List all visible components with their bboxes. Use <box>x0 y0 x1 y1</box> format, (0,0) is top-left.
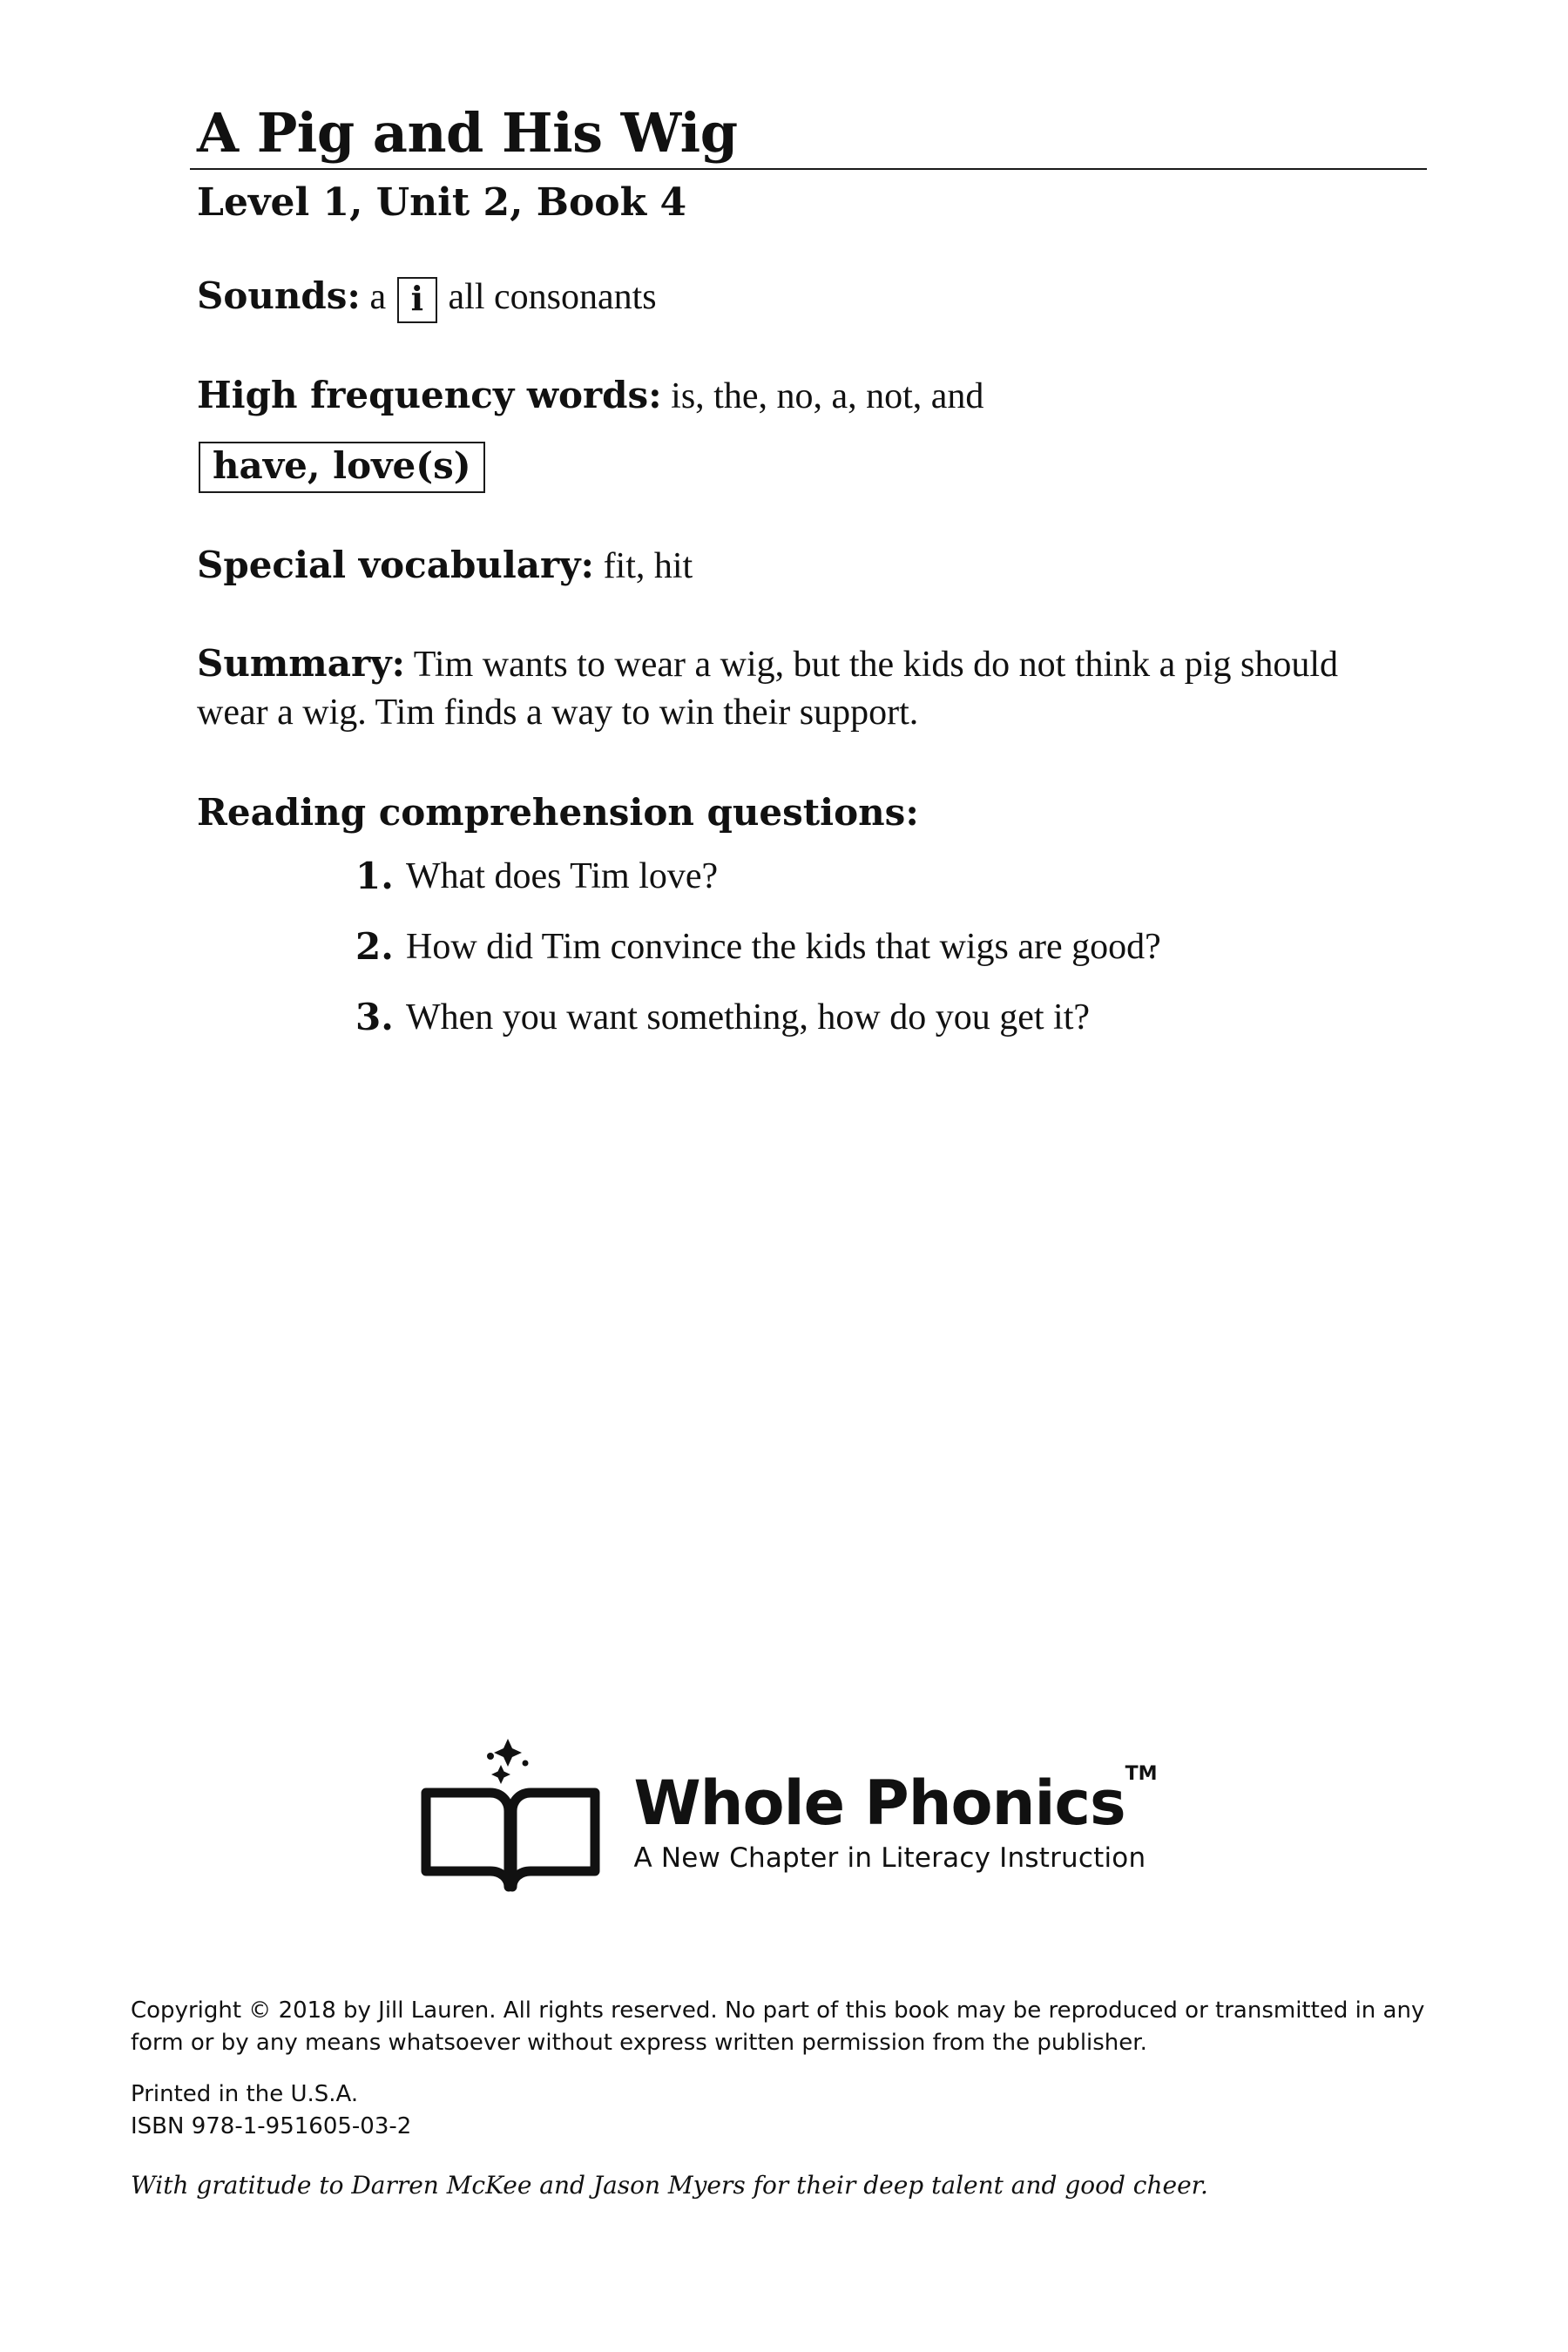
copyright-text: Copyright © 2018 by Jill Lauren. All rights reserved. No part of this book may be reproduced or transmitted in any form or by any means whatsoever without express written permission from the publisher. <box>131 1997 1425 2056</box>
special-vocabulary-row <box>197 542 1427 591</box>
summary-value: Tim wants to wear a wig, but the kids do not think a pig should wear a wig. Tim finds a way to win their support. <box>197 644 1338 733</box>
sounds-row <box>197 273 1427 323</box>
question-number: 3. <box>355 995 394 1038</box>
high-frequency-words-row <box>197 372 1427 493</box>
question-text: What does Tim love? <box>406 856 719 897</box>
summary-row <box>197 639 1408 738</box>
high-frequency-words-label: High frequency words: <box>197 374 662 417</box>
page-title: A Pig and His Wig <box>197 101 738 165</box>
gratitude-text: With gratitude to Darren McKee and Jason Myers for their deep talent and good cheer. <box>131 2170 1208 2200</box>
high-frequency-words-value: is, the, no, a, not, and <box>671 376 984 417</box>
isbn-text: ISBN 978-1-951605-03-2 <box>131 2112 412 2139</box>
open-book-icon <box>410 1734 611 1903</box>
sounds-label: Sounds: <box>197 274 361 318</box>
high-frequency-words-boxed-line <box>197 433 1427 493</box>
reading-comprehension-label: Reading comprehension questions: <box>197 791 919 835</box>
question-number: 1. <box>355 855 394 898</box>
reading-comprehension-list <box>190 853 1427 1041</box>
summary-label: Summary: <box>197 641 405 685</box>
title-divider <box>190 168 1427 170</box>
question-number: 2. <box>355 925 394 969</box>
logo-trademark: TM <box>1125 1763 1158 1786</box>
sounds-prefix: a <box>369 277 387 318</box>
special-vocabulary-value: fit, hit <box>603 545 693 586</box>
sounds-suffix: all consonants <box>448 277 657 318</box>
logo-name: Whole Phonics <box>633 1767 1125 1839</box>
sounds-boxed-letter: i <box>397 277 437 323</box>
special-vocabulary-label: Special vocabulary: <box>197 543 595 586</box>
footer <box>131 1995 1455 2200</box>
list-item <box>355 923 1427 971</box>
question-text: When you want something, how do you get it? <box>406 997 1091 1037</box>
logo-text <box>633 1763 1158 1874</box>
printed-in-text: Printed in the U.S.A. <box>131 2080 359 2107</box>
page-content <box>190 101 1427 1064</box>
logo-name-wrap <box>633 1763 1158 1839</box>
high-frequency-words-boxed-value: have, love(s) <box>199 442 485 493</box>
question-text: How did Tim convince the kids that wigs are good? <box>406 927 1161 968</box>
logo-tagline: A New Chapter in Literacy Instruction <box>633 1842 1146 1874</box>
publisher-logo <box>0 1734 1568 1903</box>
logo-inner <box>410 1734 1157 1903</box>
list-item <box>355 853 1427 901</box>
level-subtitle: Level 1, Unit 2, Book 4 <box>197 180 687 226</box>
list-item <box>355 994 1427 1042</box>
